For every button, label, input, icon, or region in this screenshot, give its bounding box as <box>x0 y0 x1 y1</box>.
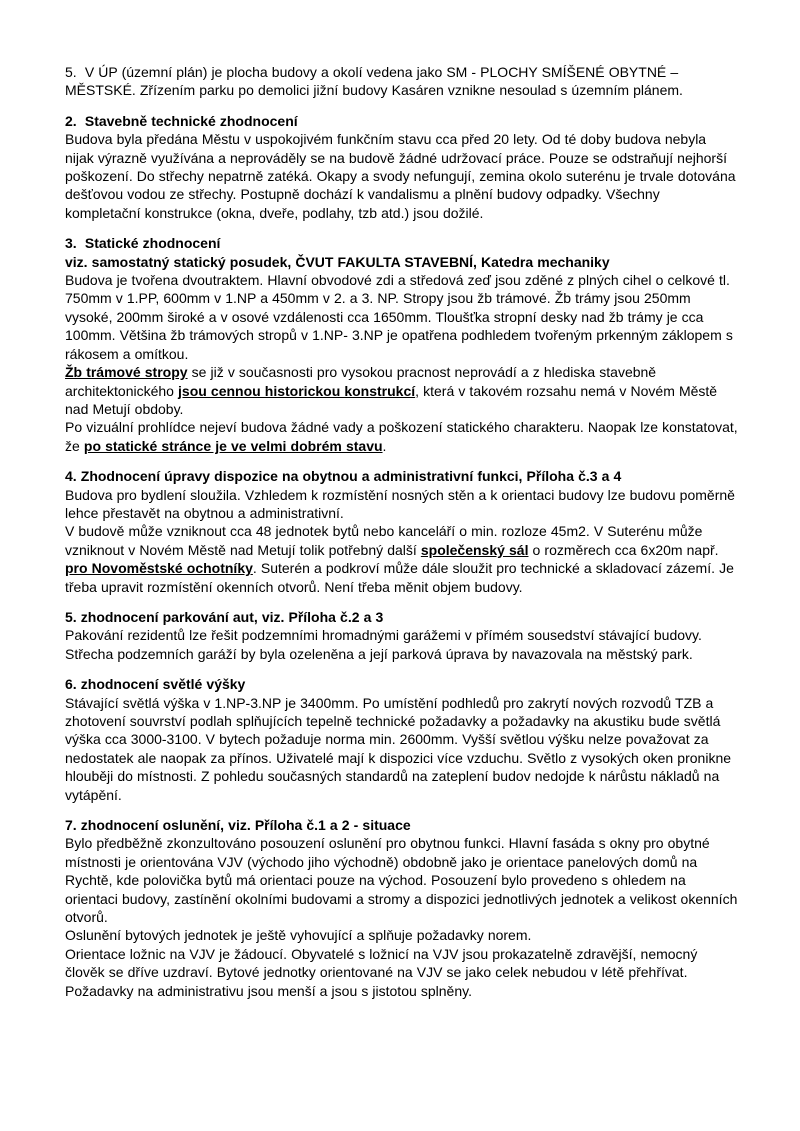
text-run: 6. zhodnocení světlé výšky <box>65 676 246 693</box>
text-run: Požadavky na administrativu jsou menší a jsou s jistotou splněny. <box>65 982 472 999</box>
text-run: . Suterén a podkroví může dále sloužit pro technické a skladovací zázemí. Je třeba upravit rozmístění okenních otvorů. Není třeba měnit objem budovy. <box>65 560 738 595</box>
text-run: Bylo předběžně zkonzultováno posouzení oslunění pro obytnou funkci. Hlavní fasáda s okny pro obytné místnosti je orientována VJV (východo jiho východně) obdobně jako je orientace panelových domů na Rychtě, kde polovička bytů má orientaci pouze na východ. Posouzení bylo provedeno s ohledem na orientaci budovy, zastínění okolními budovami a stromy a dispozici jednotlivých jednotek a velikost okenních otvorů. <box>65 835 742 926</box>
text-run: , která v takovém rozsahu nemá v Novém Městě nad Metují obdoby. <box>65 382 722 417</box>
paragraph <box>65 522 738 596</box>
paragraph <box>65 982 738 1000</box>
paragraph <box>65 926 738 944</box>
text-run: Po vizuální prohlídce nejeví budova žádné vady a poškození statického charakteru. Naopak lze konstatovat, že <box>65 419 742 454</box>
text-run: 5. V ÚP (územní plán) je plocha budovy a okolí vedena jako SM - PLOCHY SMÍŠENÉ OBYTNÉ – MĚSTSKÉ. Zřízením parku po demolici jižní budovy Kasáren vznikne nesoulad s územním plánem. <box>65 64 683 99</box>
section-heading <box>65 253 738 271</box>
text-run: Pakování rezidentů lze řešit podzemními hromadnými garážemi v přímém sousedství stávající budovy. Střecha podzemních garáží by byla ozeleněna a její parková úprava by navazovala na městský park. <box>65 627 706 662</box>
paragraph <box>65 694 738 804</box>
paragraph <box>65 63 738 100</box>
text-run: Budova pro bydlení sloužila. Vzhledem k rozmístění nosných stěn a k orientaci budovy lze budovu poměrně lehce přestavět na obytnou a administrativní. <box>65 486 740 521</box>
paragraph <box>65 271 738 363</box>
text-run: . <box>382 437 387 454</box>
emphasis-run: Žb trámové stropy <box>65 364 188 381</box>
paragraph <box>65 834 742 926</box>
text-run: 2. Stavebně technické zhodnocení <box>65 112 298 129</box>
paragraph <box>65 945 738 982</box>
text-run: Budova byla předána Městu v uspokojivém funkčním stavu cca před 20 lety. Od té doby budova nebyla nijak výrazně využívána a neprováděly se na budově žádné udržovací práce. Pouze se odstraňují nejhorší poškození. Do střechy nepatrně zatéká. Okapy a svody nefungují, zemina okolo suterénu je trvale dotována dešťovou vodou ze střechy. Postupně dochází k vandalismu a plnění budovy odpadky. Všechny kompletační konstrukce (okna, dveře, podlahy, tzb atd.) jsou dožilé. <box>65 131 740 221</box>
text-run: 3. Statické zhodnocení <box>65 235 221 252</box>
text-run: Stávající světlá výška v 1.NP-3.NP je 3400mm. Po umístění podhledů pro zakrytí nových rozvodů TZB a zhotovení souvrství podlah splňujících tepelně technické požadavky a požadavky na akustiku bude světlá výška cca 3000-3100. V bytech požaduje norma min. 2600mm. Vyšší světlou výšku nelze považovat za nedostatek ale naopak za přínos. Uživatelé mají k dispozici více vzduchu. Světlo z vysokých oken pronikne hlouběji do místnosti. Z pohledu současných standardů na zateplení budov nedojde k nárůstu nákladů na vytápění. <box>65 694 736 803</box>
text-run: 4. Zhodnocení úpravy dispozice na obytnou a administrativní funkci, Příloha č.3 a 4 <box>65 468 622 485</box>
emphasis-run: jsou cennou historickou konstrukcí <box>178 382 416 399</box>
text-run: se již v současnosti pro vysokou pracnost neprovádí a z hlediska stavebně architektonického <box>65 364 661 399</box>
text-run: 7. zhodnocení oslunění, viz. Příloha č.1 a 2 - situace <box>65 817 411 834</box>
section-heading <box>65 234 738 252</box>
emphasis-run: pro Novoměstské ochotníky <box>65 560 253 577</box>
text-run: Budova je tvořena dvoutraktem. Hlavní obvodové zdi a středová zeď jsou zděné z plných cihel o celkové tl. 750mm v 1.PP, 600mm v 1.NP a 450mm v 2. a 3. NP. Stropy jsou žb trámové. Žb trámy jsou 250mm vysoké, 200mm široké a v osové vzdálenosti cca 1650mm. Tloušťka stropní desky nad žb trámy je cca 100mm. Většina žb trámových stropů v 1.NP- 3.NP je opatřena podhledem tvořeným prkenným záklopem s rákosem a omítkou. <box>65 272 737 362</box>
section-heading <box>65 816 738 834</box>
section-heading <box>65 608 738 626</box>
text-run: Orientace ložnic na VJV je žádoucí. Obyvatelé s ložnicí na VJV jsou prokazatelně zdravější, nemocný člověk se dříve uzdraví. Bytové jednotky orientované na VJV se jako celek nebudou v létě přehřívat. <box>65 945 702 981</box>
text-run: V budově může vzniknout cca 48 jednotek bytů nebo kanceláří o min. rozloze 45m2. V Suterénu může vzniknout v Novém Městě nad Metují tolik potřebný další <box>65 523 707 558</box>
text-run: o rozměrech cca 6x20m např. <box>528 541 723 558</box>
section-heading <box>65 112 738 130</box>
section-heading <box>65 675 738 693</box>
section-heading <box>65 467 738 485</box>
paragraph <box>65 486 738 523</box>
text-run: viz. samostatný statický posudek, ČVUT FAKULTA STAVEBNÍ, Katedra mechaniky <box>65 253 610 270</box>
paragraph <box>65 626 738 663</box>
paragraph <box>65 130 738 222</box>
emphasis-run: po statické stránce je ve velmi dobrém stavu <box>83 437 383 454</box>
paragraph <box>65 363 738 418</box>
paragraph <box>65 418 742 455</box>
text-run: 5. zhodnocení parkování aut, viz. Příloha č.2 a 3 <box>65 608 384 625</box>
emphasis-run: společenský sál <box>420 541 529 558</box>
text-run: Oslunění bytových jednotek je ještě vyhovující a splňuje požadavky norem. <box>65 927 532 944</box>
